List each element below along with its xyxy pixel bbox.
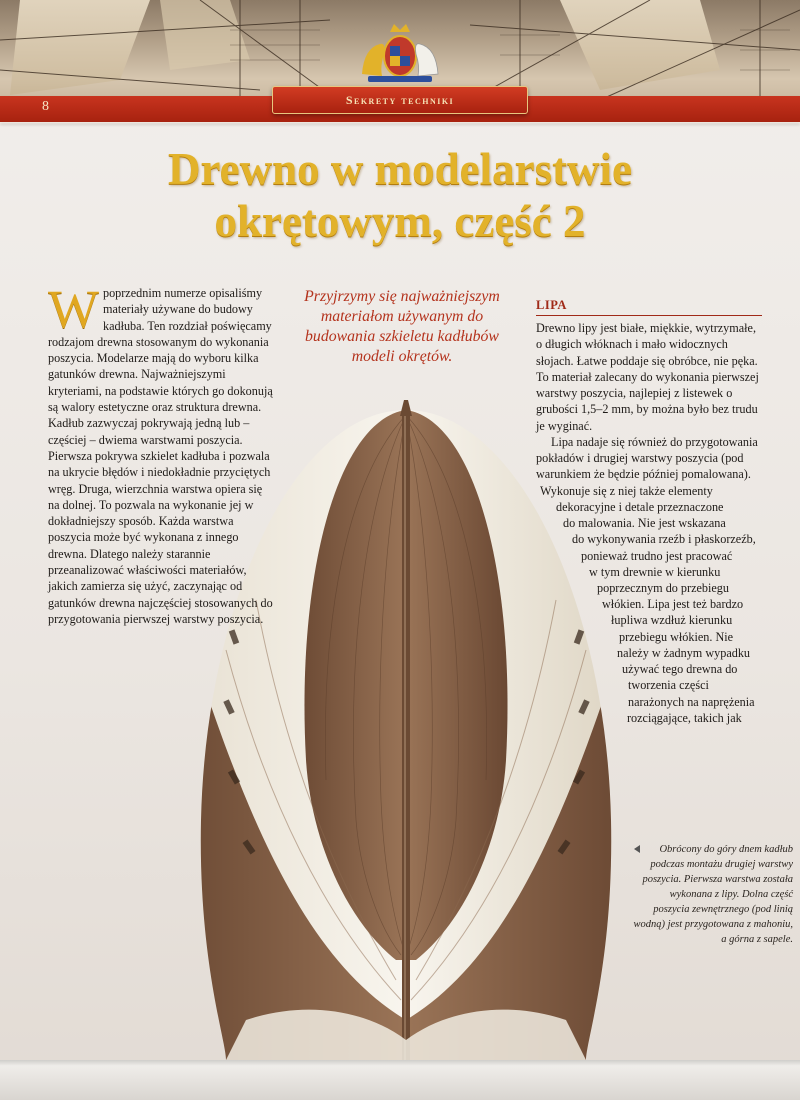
text-line: dekoracyjne i detale przeznaczone [556, 500, 724, 514]
page-number: 8 [42, 99, 49, 114]
text-line: pokładów i drugiej warstwy poszycia (pod [536, 451, 744, 465]
text-line: Lipa nadaje się również do przygotowania [551, 435, 758, 449]
text-line: rozciągające, takich jak [627, 711, 742, 725]
section-heading-lipa: LIPA [536, 298, 762, 316]
section-label: Sekrety techniki [345, 92, 455, 107]
pull-quote: Przyjrzymy się najważniejszym materiałom używanym do budowania szkieletu kadłubów modeli okrętów. [304, 288, 500, 365]
text-line: warunkiem że będzie później pomalowana). [536, 467, 751, 481]
text-line: należy w żadnym wypadku [617, 646, 751, 660]
text-line: ponieważ trudno jest pracować [581, 549, 733, 563]
royal-crest-icon [346, 14, 454, 86]
text-line: narażonych na naprężenia [628, 695, 755, 709]
text-line: do wykonywania rzeźb i płaskorzeźb, [572, 532, 756, 546]
text-line: w tym drewnie w kierunku [589, 565, 721, 579]
text-line: używać tego drewna do [622, 662, 738, 676]
page-bottom-edge [0, 1060, 800, 1100]
right-column [536, 320, 764, 434]
text-line: do malowania. Nie jest wskazana [563, 516, 726, 530]
title-line-2: okrętowym, część 2 [214, 196, 586, 246]
drop-cap: W [48, 279, 99, 339]
text-line: tworzenia części [628, 678, 709, 692]
text-line: Wykonuje się z niej także elementy [540, 484, 713, 498]
title-line-1: Drewno w modelarstwie [167, 144, 633, 194]
left-column [48, 279, 276, 627]
left-column-text: poprzednim numerze opisaliśmy materiały używane do budowy kadłuba. Ten rozdział poświęcamy rodzajom drewna stosowanym do wykonania poszycia. Modelarze mają do wyboru kilka gatunków drewna. Najważniejszymi kryteriami, na podstawie których go dokonują są walory estetyczne oraz struktura drewna. Kadłub zazwyczaj pokrywają jedną lub – częściej – dwiema warstwami poszycia. Pierwsza pokrywa szkielet kadłuba i pozwala na ukrycie błędów i niedokładnie przyciętych wręg. Druga, wierzchnia warstwa opiera się na dolnej. To pozwala na wykonanie jej w dokładniejszy sposób. Każda warstwa poszycia może być wykonana z innego drewna. Dlatego należy starannie przeanalizować właściwości materiałów, jakich zamierza się użyć, zaczynając od gatunków drewna najczęściej stosowanych do przygotowania pierwszej warstwy poszycia. [48, 286, 273, 626]
article-title [100, 143, 700, 247]
text-line: włókien. Lipa jest też bardzo [602, 597, 744, 611]
right-paragraph-1: Drewno lipy jest białe, miękkie, wytrzymałe, o długich włóknach i mało widocznych słojach. Łatwe poddaje się obróbce, nie pęka. To materiał zalecany do wykonania pierwszej warstwy poszycia, najlepiej z listewek o grubości 1,5–2 mm, by można było bez trudu je wyginać. [536, 321, 759, 433]
text-line: łupliwa wzdłuż kierunku [611, 613, 733, 627]
section-tab [272, 86, 528, 114]
text-line: przebiegu włókien. Nie [619, 630, 734, 644]
text-line: poprzecznym do przebiegu [597, 581, 729, 595]
photo-caption: Obrócony do góry dnem kadłub podczas montażu drugiej warstwy poszycia. Pierwsza warstwa została wykonana z lipy. Dolna część poszycia zewnętrznego (pod linią wodną) jest przygotowana z mahoniu, a górna z sapele. [633, 844, 793, 945]
